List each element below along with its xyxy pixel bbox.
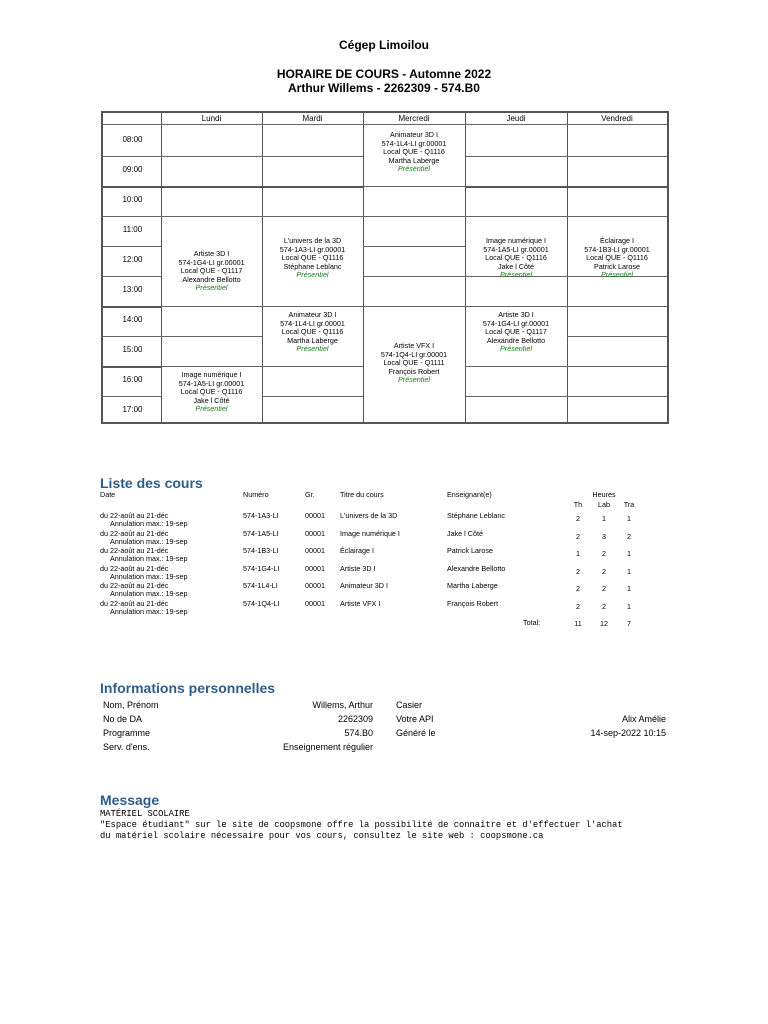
course-gr: 00001 [305, 563, 325, 573]
course-num: 574-1G4-LI [243, 563, 280, 573]
message-heading: MATÉRIEL SCOLAIRE [100, 809, 190, 819]
course-hours-tra: 1 [627, 601, 631, 611]
course-gr: 00001 [305, 598, 325, 608]
course-ens: Jake l Côté [447, 528, 483, 538]
course-titre: Animateur 3D I [340, 581, 388, 590]
course-block[interactable]: L'univers de la 3D 574-1A3-LI gr.00001 Local QUE - Q1116 Stéphane Leblanc Présentiel [279, 236, 346, 280]
col-header-lab: Lab [598, 500, 610, 509]
col-header-numero: Numéro [243, 490, 269, 499]
time-label: 17:00 [122, 405, 143, 414]
course-titre: Image numérique I [340, 528, 400, 538]
time-label: 15:00 [122, 345, 143, 354]
course-cancel-deadline: Annulation max.: 19-sep [110, 536, 188, 546]
course-date: du 22-août au 21-déc [100, 598, 169, 608]
day-header-jeudi: Jeudi [506, 114, 526, 123]
time-label: 08:00 [122, 135, 143, 144]
course-num: 574-1Q4-LI [243, 598, 280, 608]
school-name: Cégep Limoilou [339, 38, 429, 52]
course-hours-th: 2 [576, 531, 580, 541]
col-header-enseignant: Enseignant(e) [447, 490, 492, 499]
time-label: 11:00 [122, 225, 143, 234]
course-hours-lab: 2 [602, 566, 606, 576]
course-hours-lab: 3 [602, 531, 606, 541]
section-title-courses: Liste des cours [100, 475, 203, 491]
time-label: 14:00 [122, 315, 143, 324]
course-num: 574-1L4-LI [243, 581, 278, 590]
course-num: 574-1A5-LI [243, 528, 279, 538]
course-ens: Stéphane Leblanc [447, 511, 505, 520]
course-titre: Artiste 3D I [340, 563, 376, 573]
time-label: 10:00 [122, 195, 143, 204]
col-header-tra: Tra [623, 500, 635, 509]
total-lab: 12 [600, 619, 608, 628]
course-hours-th: 1 [576, 549, 580, 558]
course-hours-tra: 1 [627, 566, 631, 576]
course-gr: 00001 [305, 581, 325, 590]
schedule-title: HORAIRE DE COURS - Automne 2022 [276, 67, 492, 81]
col-header-titre: Titre du cours [340, 490, 384, 499]
course-hours-th: 2 [576, 584, 580, 593]
course-block[interactable]: Animateur 3D I 574-1L4-LI gr.00001 Local QUE - Q1116 Martha Laberge Présentiel [280, 310, 345, 354]
time-label: 12:00 [122, 255, 143, 264]
course-cancel-deadline: Annulation max.: 19-sep [110, 606, 188, 616]
course-hours-tra: 1 [627, 549, 631, 558]
value-programme: 574.B0 [344, 728, 373, 738]
course-hours-lab: 2 [602, 601, 606, 611]
label-serv: Serv. d'ens. [103, 742, 150, 752]
course-gr: 00001 [305, 546, 325, 555]
label-da: No de DA [103, 714, 143, 724]
course-ens: François Robert [447, 598, 499, 608]
course-titre: Artiste VFX I [340, 598, 381, 608]
col-header-heures: Heures [592, 490, 616, 499]
course-ens: Martha Laberge [447, 581, 498, 590]
course-cancel-deadline: Annulation max.: 19-sep [110, 554, 188, 563]
time-label: 09:00 [122, 165, 143, 174]
time-label: 16:00 [122, 375, 143, 384]
course-date: du 22-août au 21-déc [100, 581, 169, 590]
course-hours-th: 2 [576, 566, 580, 576]
course-date: du 22-août au 21-déc [100, 511, 169, 520]
message-line: du matériel scolaire nécessaire pour vos cours, consultez le site web : coopsmone.ca [100, 831, 544, 841]
label-nom: Nom, Prénom [103, 700, 159, 710]
course-titre: Éclairage I [340, 546, 374, 555]
day-header-mercredi: Mercredi [398, 114, 430, 123]
value-genere: 14-sep-2022 10:15 [590, 728, 666, 738]
course-cancel-deadline: Annulation max.: 19-sep [110, 519, 188, 528]
day-header-mardi: Mardi [302, 114, 323, 123]
course-hours-tra: 2 [627, 531, 631, 541]
time-label: 13:00 [122, 285, 143, 294]
course-hours-lab: 2 [602, 549, 606, 558]
course-num: 574-1A3-LI [243, 511, 279, 520]
course-date: du 22-août au 21-déc [100, 546, 169, 555]
course-date: du 22-août au 21-déc [100, 528, 169, 538]
value-api: Alix Amélie [621, 714, 666, 724]
course-block[interactable]: Artiste 3D I 574-1G4-LI gr.00001 Local QUE - Q1117 Alexandre Bellotto Présentiel [178, 249, 245, 293]
course-hours-tra: 1 [627, 514, 631, 523]
value-serv: Enseignement régulier [282, 742, 373, 752]
course-block[interactable]: Animateur 3D I 574-1L4-LI gr.00001 Local QUE - Q1116 Martha Laberge Présentiel [381, 130, 447, 174]
section-title-message: Message [100, 792, 160, 808]
total-th: 11 [574, 619, 582, 628]
course-hours-tra: 1 [627, 584, 631, 593]
student-line: Arthur Willems - 2262309 - 574.B0 [288, 81, 480, 95]
total-tra: 7 [627, 619, 631, 628]
course-hours-th: 2 [576, 601, 580, 611]
section-title-personal: Informations personnelles [100, 680, 276, 696]
course-ens: Alexandre Bellotto [447, 563, 506, 573]
day-header-vendredi: Vendredi [601, 114, 633, 123]
col-header-date: Date [100, 490, 116, 499]
value-da: 2262309 [337, 714, 373, 724]
course-block[interactable]: Image numérique I 574-1A5-LI gr.00001 Local QUE - Q1116 Jake l Côté Présentiel [483, 236, 549, 280]
label-genere: Généré le [396, 728, 436, 738]
col-header-groupe: Gr. [305, 490, 315, 499]
course-cancel-deadline: Annulation max.: 19-sep [110, 589, 188, 598]
course-num: 574-1B3-LI [243, 546, 279, 555]
col-header-th: Th [573, 500, 583, 509]
label-api: Votre API [396, 714, 434, 724]
course-gr: 00001 [305, 511, 325, 520]
label-casier: Casier [396, 700, 423, 710]
course-ens: Patrick Larose [447, 546, 493, 555]
course-hours-lab: 1 [602, 514, 606, 523]
course-date: du 22-août au 21-déc [100, 563, 169, 573]
course-hours-lab: 2 [602, 584, 606, 593]
course-gr: 00001 [305, 528, 325, 538]
course-block[interactable]: Artiste VFX I 574-1Q4-LI gr.00001 Local QUE - Q1111 François Robert Présentiel [380, 341, 448, 385]
value-nom: Willems, Arthur [312, 700, 373, 710]
course-titre: L'univers de la 3D [340, 511, 398, 520]
day-header-lundi: Lundi [201, 114, 222, 123]
course-cancel-deadline: Annulation max.: 19-sep [110, 571, 188, 581]
course-block[interactable]: Image numérique I 574-1A5-LI gr.00001 Local QUE - Q1116 Jake l Côté Présentiel [178, 370, 245, 414]
total-label: Total: [523, 618, 541, 627]
schedule-grid [101, 111, 669, 424]
course-block[interactable]: Artiste 3D I 574-1G4-LI gr.00001 Local QUE - Q1117 Alexandre Bellotto Présentiel [482, 310, 550, 354]
course-block[interactable]: Éclairage I 574-1B3-LI gr.00001 Local QUE - Q1116 Patrick Larose Présentiel [584, 236, 650, 280]
label-programme: Programme [103, 728, 151, 738]
course-hours-th: 2 [576, 514, 580, 523]
message-line: "Espace étudiant" sur le site de coopsmone offre la possibilité de connaître et d'effectuer l'achat [100, 820, 623, 830]
